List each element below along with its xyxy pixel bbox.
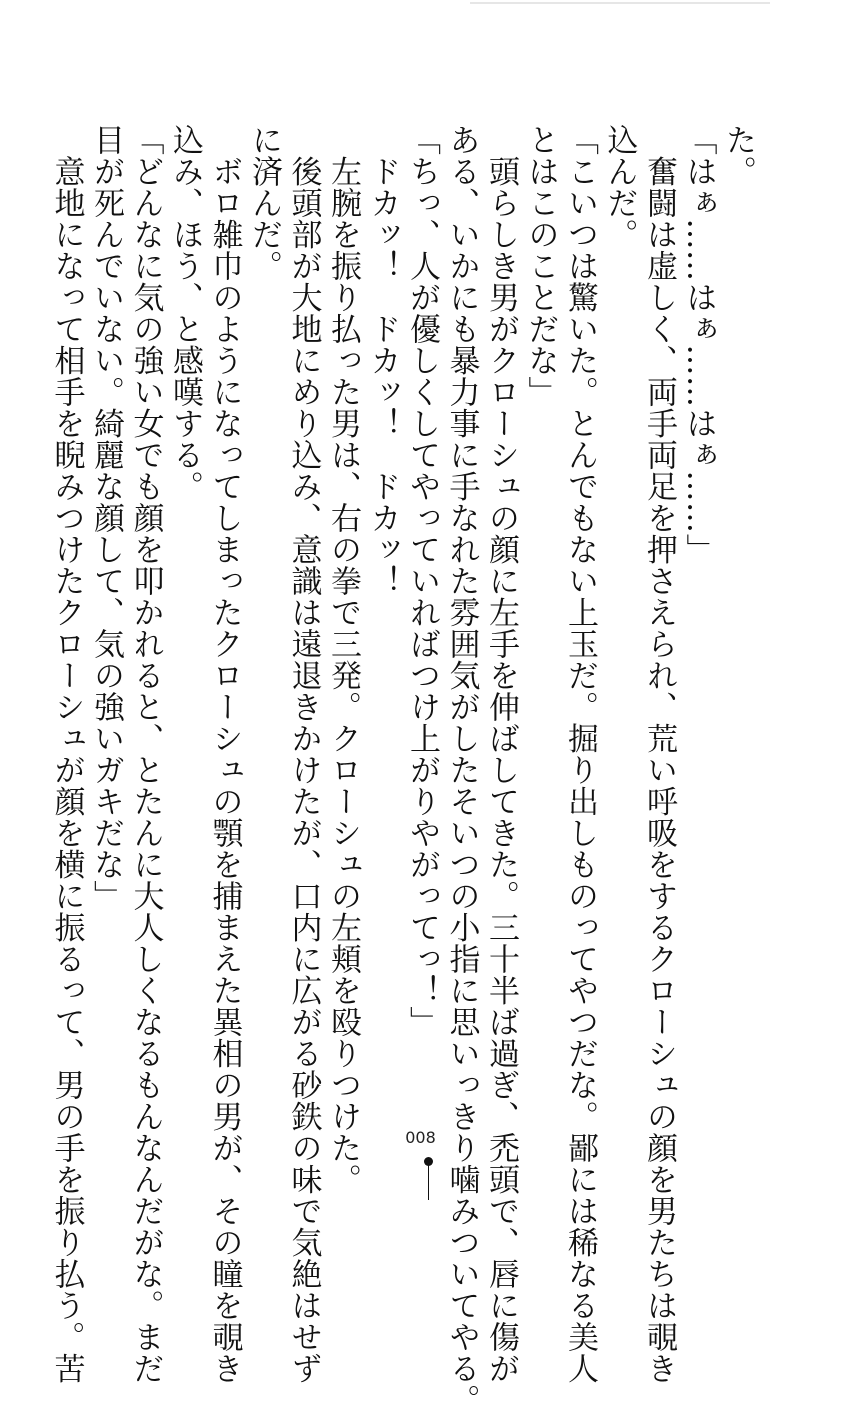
text-line: ある、いかにも暴力事に手なれた雰囲気がしたそいつの小指に思いっきり噛みついてやる。: [443, 124, 480, 1416]
text-line: 奮闘は虚しく、両手両足を押さえられ、荒い呼吸をするクローシュの顔を男たちは覗き: [641, 124, 677, 1384]
text-line: 左腕を振り払った男は、右の拳で三発。クローシュの左頬を殴りつけた。: [325, 124, 361, 1195]
text-line: ボロ雑巾のようになってしまったクローシュの顎を捕まえた異相の男が、その瞳を覗き: [206, 124, 243, 1384]
text-line: 「ちっ、人が優しくしてやっていればつけ上がりやがってっ！」: [404, 124, 440, 1038]
text-line: 「はぁ……はぁ……はぁ……」: [680, 124, 717, 565]
scan-edge-mark: [470, 2, 770, 4]
page-marker-line: [428, 1164, 429, 1200]
text-line: 目が死んでいない。綺麗な顔して、気の強いガキだな」: [88, 124, 124, 912]
text-line: 後頭部が大地にめり込み、意識は遠退きかけたが、口内に広がる砂鉄の味で気絶はせず: [285, 124, 322, 1384]
text-line: ドカッ！ ドカッ！ ドカッ！: [364, 124, 401, 597]
page-number: 008: [405, 1128, 436, 1147]
text-line: とはこのことだな」: [522, 124, 559, 408]
text-line: 「こいつは驚いた。とんでもない上玉だ。掘り出しものってやつだな。鄙には稀なる美人: [562, 124, 598, 1384]
text-line: 込み、ほう、と感嘆する。: [167, 124, 203, 502]
text-line: 「どんなに気の強い女でも顔を叩かれると、とたんに大人しくなるもんなんだがな。まだ: [127, 124, 164, 1384]
text-line: 頭らしき男がクローシュの顔に左手を伸ばしてきた。三十半ば過ぎ、禿頭で、唇に傷が: [483, 124, 519, 1384]
text-line: に済んだ。: [246, 124, 282, 282]
text-line: た。: [720, 124, 756, 187]
text-line: 込んだ。: [601, 124, 638, 250]
text-line: 意地になって相手を睨みつけたクローシュが顔を横に振るって、男の手を振り払う。苦: [48, 124, 85, 1384]
